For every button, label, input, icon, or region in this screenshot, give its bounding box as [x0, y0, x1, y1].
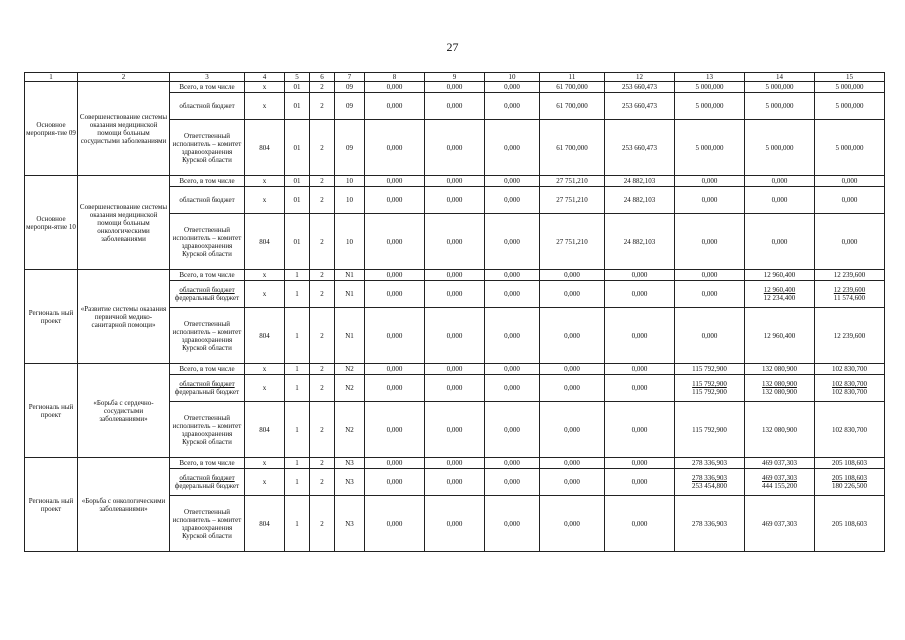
value-cell: х: [245, 176, 285, 187]
value-cell: 0,000: [425, 281, 485, 308]
value-cell: 0,000: [365, 496, 425, 552]
value-cell: 09: [335, 93, 365, 120]
value-cell: N1: [335, 281, 365, 308]
value-cell: 2: [310, 375, 335, 402]
header-cell: 4: [245, 73, 285, 82]
value-cell: 1: [285, 375, 310, 402]
value-cell: 0,000: [485, 176, 540, 187]
value-cell: 0,000: [485, 187, 540, 214]
value-cell: 1: [285, 270, 310, 281]
row-label: [170, 469, 245, 496]
table-row: [25, 82, 885, 93]
header-cell: 15: [815, 73, 885, 82]
value-cell: 27 751,210: [540, 214, 605, 270]
value-sub: 102 830,700: [832, 388, 867, 396]
value-cell: 0,000: [540, 270, 605, 281]
value-cell: 2: [310, 308, 335, 364]
value-cell: 205 108,603: [815, 458, 885, 469]
row-label: Всего, в том числе: [170, 458, 245, 469]
value-sub: 11 574,600: [833, 294, 866, 302]
value-cell: 804: [245, 308, 285, 364]
row-label-main: областной бюджет: [179, 286, 235, 294]
value-cell: 0,000: [540, 281, 605, 308]
value-cell: 0,000: [485, 120, 540, 176]
value-cell: 469 037,303: [745, 496, 815, 552]
value-cell: 0,000: [745, 214, 815, 270]
value-cell: 278 336,903: [675, 496, 745, 552]
value-cell: 1: [285, 458, 310, 469]
row-label-main: областной бюджет: [179, 474, 235, 482]
value-cell: 253 660,473: [605, 82, 675, 93]
row-label: [170, 375, 245, 402]
value-cell: 804: [245, 496, 285, 552]
value-cell: 0,000: [365, 187, 425, 214]
value-cell: 0,000: [540, 308, 605, 364]
value-cell: 0,000: [675, 176, 745, 187]
value-cell: 2: [310, 93, 335, 120]
value-cell: 0,000: [425, 187, 485, 214]
value-cell: 24 882,103: [605, 176, 675, 187]
value-cell: N2: [335, 375, 365, 402]
value-cell: 0,000: [745, 187, 815, 214]
header-cell: 2: [78, 73, 170, 82]
header-cell: 1: [25, 73, 78, 82]
value-cell: 5 000,000: [675, 93, 745, 120]
value-cell: х: [245, 82, 285, 93]
value-main: 469 037,303: [762, 474, 797, 482]
value-cell: 0,000: [675, 214, 745, 270]
event-kind: Региональ ный проект: [25, 270, 78, 364]
value-cell: 0,000: [425, 176, 485, 187]
header-cell: 10: [485, 73, 540, 82]
value-cell: 102 830,700: [815, 364, 885, 375]
value-cell: 0,000: [425, 93, 485, 120]
value-cell: 0,000: [365, 469, 425, 496]
header-cell: 8: [365, 73, 425, 82]
row-label-sub: федеральный бюджет: [174, 294, 240, 302]
value-cell: 01: [285, 82, 310, 93]
value-sub: 115 792,900: [692, 388, 727, 396]
table-row: [25, 270, 885, 281]
value-cell: 0,000: [815, 176, 885, 187]
value-cell: 5 000,000: [745, 82, 815, 93]
value-cell: 0,000: [365, 214, 425, 270]
value-cell: N3: [335, 496, 365, 552]
value-cell: N3: [335, 458, 365, 469]
row-label: Ответственный исполнитель – комитет здравоохранения Курской области: [170, 214, 245, 270]
value-cell: х: [245, 187, 285, 214]
value-cell: 0,000: [365, 375, 425, 402]
value-cell: 0,000: [485, 496, 540, 552]
value-cell: 0,000: [675, 187, 745, 214]
value-cell: 132 080,900: [745, 402, 815, 458]
value-cell: 0,000: [485, 375, 540, 402]
value-cell: 0,000: [425, 469, 485, 496]
value-cell: х: [245, 375, 285, 402]
value-cell: 0,000: [365, 93, 425, 120]
header-cell: 12: [605, 73, 675, 82]
value-cell: 2: [310, 120, 335, 176]
value-cell: 5 000,000: [815, 82, 885, 93]
value-cell: 0,000: [815, 214, 885, 270]
value-cell: N1: [335, 308, 365, 364]
value-cell: 12 960,400: [745, 308, 815, 364]
row-label: Ответственный исполнитель – комитет здравоохранения Курской области: [170, 496, 245, 552]
header-cell: 7: [335, 73, 365, 82]
value-sub: 444 155,200: [762, 482, 797, 490]
event-kind: Основное меропри-ятие 10: [25, 176, 78, 270]
row-label: Всего, в том числе: [170, 176, 245, 187]
value-cell: [745, 469, 815, 496]
value-cell: 24 882,103: [605, 187, 675, 214]
value-cell: 61 700,000: [540, 82, 605, 93]
value-cell: 0,000: [485, 82, 540, 93]
value-sub: 180 226,500: [832, 482, 867, 490]
value-cell: 804: [245, 402, 285, 458]
value-cell: 2: [310, 496, 335, 552]
value-cell: 5 000,000: [675, 82, 745, 93]
value-cell: [815, 469, 885, 496]
value-cell: 1: [285, 364, 310, 375]
value-cell: 0,000: [485, 93, 540, 120]
value-main: 278 336,903: [692, 474, 727, 482]
value-cell: 0,000: [605, 496, 675, 552]
value-cell: 12 239,600: [815, 308, 885, 364]
value-cell: 5 000,000: [745, 93, 815, 120]
value-cell: 2: [310, 270, 335, 281]
value-cell: 0,000: [365, 176, 425, 187]
header-cell: 3: [170, 73, 245, 82]
value-cell: 01: [285, 93, 310, 120]
value-cell: 115 792,900: [675, 402, 745, 458]
event-name: «Борьба с сердечно-сосудистыми заболеваниями»: [78, 364, 170, 458]
value-cell: 61 700,000: [540, 93, 605, 120]
value-cell: 0,000: [365, 458, 425, 469]
value-cell: 0,000: [605, 308, 675, 364]
value-cell: 61 700,000: [540, 120, 605, 176]
header-cell: 11: [540, 73, 605, 82]
value-cell: [745, 375, 815, 402]
value-cell: 0,000: [485, 458, 540, 469]
value-cell: [675, 375, 745, 402]
value-cell: 0,000: [365, 308, 425, 364]
value-cell: 0,000: [425, 458, 485, 469]
value-cell: 0,000: [365, 82, 425, 93]
header-cell: 9: [425, 73, 485, 82]
value-cell: 0,000: [365, 364, 425, 375]
row-label: областной бюджет: [170, 187, 245, 214]
value-cell: 24 882,103: [605, 214, 675, 270]
value-cell: х: [245, 364, 285, 375]
value-cell: [745, 281, 815, 308]
header-cell: 13: [675, 73, 745, 82]
value-cell: 0,000: [540, 496, 605, 552]
value-cell: 0,000: [675, 281, 745, 308]
value-cell: 0,000: [605, 364, 675, 375]
value-cell: 2: [310, 402, 335, 458]
value-sub: 132 080,900: [762, 388, 797, 396]
value-cell: 01: [285, 214, 310, 270]
value-sub: 12 234,400: [763, 294, 796, 302]
row-label-sub: федеральный бюджет: [174, 482, 240, 490]
value-cell: 278 336,903: [675, 458, 745, 469]
value-cell: 0,000: [540, 364, 605, 375]
value-cell: 2: [310, 281, 335, 308]
value-cell: N2: [335, 402, 365, 458]
value-cell: 0,000: [485, 308, 540, 364]
value-cell: 2: [310, 187, 335, 214]
value-cell: 253 660,473: [605, 120, 675, 176]
value-cell: 0,000: [485, 469, 540, 496]
row-label: Ответственный исполнитель – комитет здравоохранения Курской области: [170, 402, 245, 458]
value-cell: 09: [335, 82, 365, 93]
value-cell: 0,000: [485, 402, 540, 458]
value-cell: 1: [285, 308, 310, 364]
value-cell: 102 830,700: [815, 402, 885, 458]
value-cell: 2: [310, 82, 335, 93]
value-cell: 804: [245, 214, 285, 270]
value-cell: 804: [245, 120, 285, 176]
value-cell: 5 000,000: [815, 93, 885, 120]
value-cell: 0,000: [425, 308, 485, 364]
value-cell: х: [245, 458, 285, 469]
value-main: 12 960,400: [763, 286, 796, 294]
table-row: [25, 176, 885, 187]
value-cell: 0,000: [540, 469, 605, 496]
value-cell: 0,000: [425, 214, 485, 270]
value-cell: 0,000: [540, 375, 605, 402]
value-cell: 1: [285, 469, 310, 496]
event-kind: Региональ ный проект: [25, 458, 78, 552]
value-cell: 0,000: [365, 270, 425, 281]
value-cell: 0,000: [425, 270, 485, 281]
value-cell: 0,000: [425, 364, 485, 375]
value-main: 115 792,900: [692, 380, 727, 388]
value-cell: 0,000: [605, 375, 675, 402]
value-cell: 1: [285, 281, 310, 308]
value-cell: 1: [285, 402, 310, 458]
value-sub: 253 454,800: [692, 482, 727, 490]
row-label-main: областной бюджет: [179, 380, 235, 388]
value-cell: 0,000: [485, 270, 540, 281]
header-cell: 14: [745, 73, 815, 82]
page-number: 27: [446, 40, 459, 54]
value-cell: 205 108,603: [815, 496, 885, 552]
value-cell: 0,000: [485, 214, 540, 270]
value-main: 205 108,603: [832, 474, 867, 482]
value-cell: 0,000: [365, 402, 425, 458]
header-row: [25, 73, 885, 82]
value-cell: 01: [285, 187, 310, 214]
value-cell: х: [245, 270, 285, 281]
value-cell: 2: [310, 214, 335, 270]
budget-table: [24, 72, 885, 552]
value-cell: 0,000: [605, 469, 675, 496]
value-cell: 10: [335, 187, 365, 214]
row-label: Всего, в том числе: [170, 364, 245, 375]
event-name: «Развитие системы оказания первичной медико-санитарной помощи»: [78, 270, 170, 364]
value-cell: 0,000: [675, 270, 745, 281]
row-label: [170, 281, 245, 308]
value-cell: 469 037,303: [745, 458, 815, 469]
header-cell: 6: [310, 73, 335, 82]
value-cell: 27 751,210: [540, 176, 605, 187]
value-cell: 2: [310, 364, 335, 375]
value-main: 132 080,900: [762, 380, 797, 388]
value-cell: 09: [335, 120, 365, 176]
value-cell: 0,000: [425, 375, 485, 402]
value-main: 102 830,700: [832, 380, 867, 388]
row-label: областной бюджет: [170, 93, 245, 120]
value-cell: N3: [335, 469, 365, 496]
value-cell: 0,000: [365, 281, 425, 308]
value-main: 12 239,600: [833, 286, 866, 294]
row-label: Всего, в том числе: [170, 82, 245, 93]
row-label: Ответственный исполнитель – комитет здравоохранения Курской области: [170, 120, 245, 176]
value-cell: 0,000: [425, 82, 485, 93]
event-kind: Основное мероприя-тие 09: [25, 82, 78, 176]
value-cell: 115 792,900: [675, 364, 745, 375]
value-cell: 5 000,000: [815, 120, 885, 176]
row-label-sub: федеральный бюджет: [174, 388, 240, 396]
header-cell: 5: [285, 73, 310, 82]
value-cell: 01: [285, 120, 310, 176]
value-cell: 0,000: [485, 281, 540, 308]
row-label: Ответственный исполнитель – комитет здравоохранения Курской области: [170, 308, 245, 364]
event-kind: Региональ ный проект: [25, 364, 78, 458]
value-cell: 12 239,600: [815, 270, 885, 281]
value-cell: 2: [310, 176, 335, 187]
event-name: «Борьба с онкологическими заболеваниями»: [78, 458, 170, 552]
value-cell: 0,000: [485, 364, 540, 375]
value-cell: 253 660,473: [605, 93, 675, 120]
event-name: Совершенствование системы оказания медицинской помощи больным онкологическими заболеваниями: [78, 176, 170, 270]
value-cell: [815, 281, 885, 308]
event-name: Совершенствование системы оказания медицинской помощи больным сосудистыми заболеваниями: [78, 82, 170, 176]
value-cell: 5 000,000: [675, 120, 745, 176]
value-cell: 0,000: [815, 187, 885, 214]
value-cell: 01: [285, 176, 310, 187]
value-cell: 0,000: [605, 402, 675, 458]
value-cell: 0,000: [540, 402, 605, 458]
value-cell: 0,000: [540, 458, 605, 469]
value-cell: [675, 469, 745, 496]
value-cell: 132 080,900: [745, 364, 815, 375]
value-cell: х: [245, 469, 285, 496]
value-cell: 2: [310, 458, 335, 469]
value-cell: 2: [310, 469, 335, 496]
table-row: [25, 458, 885, 469]
table-body: [25, 73, 885, 552]
value-cell: 0,000: [425, 120, 485, 176]
value-cell: 0,000: [745, 176, 815, 187]
value-cell: х: [245, 93, 285, 120]
value-cell: [815, 375, 885, 402]
value-cell: 10: [335, 214, 365, 270]
value-cell: 5 000,000: [745, 120, 815, 176]
value-cell: 0,000: [675, 308, 745, 364]
value-cell: 10: [335, 176, 365, 187]
table-row: [25, 364, 885, 375]
value-cell: 27 751,210: [540, 187, 605, 214]
value-cell: 0,000: [425, 496, 485, 552]
value-cell: 0,000: [605, 281, 675, 308]
value-cell: N1: [335, 270, 365, 281]
value-cell: 1: [285, 496, 310, 552]
value-cell: 0,000: [425, 402, 485, 458]
value-cell: 0,000: [365, 120, 425, 176]
value-cell: 0,000: [605, 270, 675, 281]
value-cell: 12 960,400: [745, 270, 815, 281]
value-cell: N2: [335, 364, 365, 375]
row-label: Всего, в том числе: [170, 270, 245, 281]
value-cell: 0,000: [605, 458, 675, 469]
value-cell: х: [245, 281, 285, 308]
